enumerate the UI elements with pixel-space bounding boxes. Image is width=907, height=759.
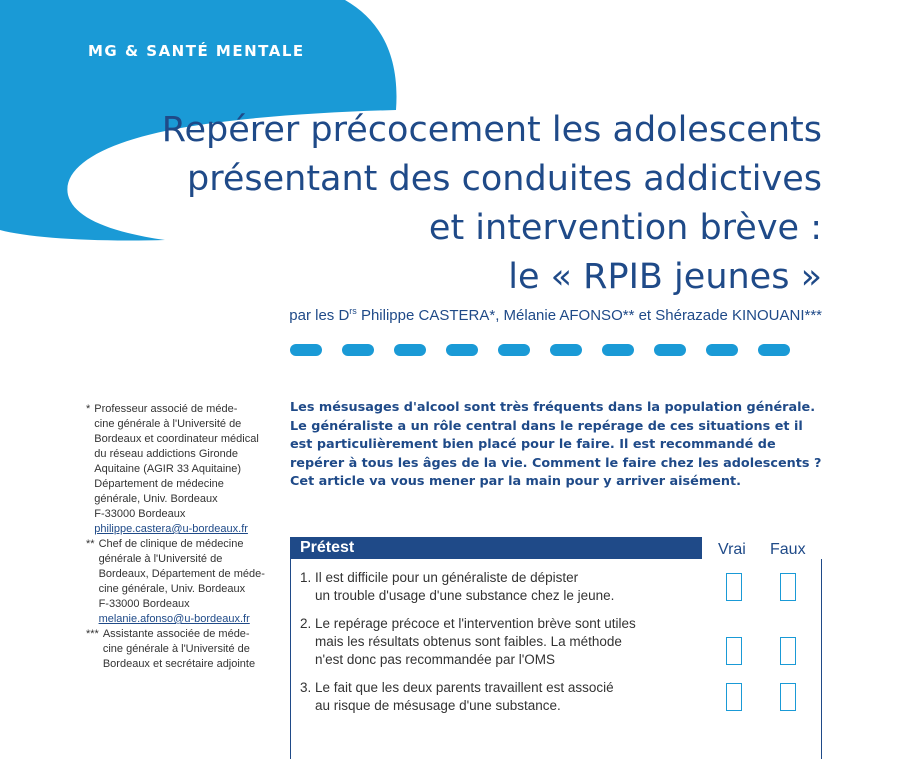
author-notes [86, 402, 266, 672]
column-false-label: Faux [770, 541, 806, 558]
question-line: un trouble d'usage d'une substance chez le jeune. [315, 588, 615, 603]
author-note [86, 402, 266, 537]
question-item [300, 615, 680, 669]
question-line: 3. Le fait que les deux parents travaillent est associé [300, 680, 614, 695]
authors-line [289, 306, 822, 324]
article-title [62, 106, 822, 302]
separator-dot [758, 344, 790, 356]
checkbox-true[interactable] [726, 573, 742, 601]
note-text: Assistante associée de méde- cine générale à l'Université de Bordeaux et secrétaire adjointe [102, 628, 256, 670]
dot-separator [290, 344, 790, 356]
intro-paragraph: Les mésusages d'alcool sont très fréquents dans la population générale. Le généraliste a un rôle central dans le repérage de ces situations et il est particulièrement bien placé pour le faire. Il est recommandé de repérer à tous les âges de la vie. Comment le faire chez les adolescents ? Cet article va vous mener par la main pour y arriver aisément. [290, 400, 822, 489]
title-line: et intervention brève : [428, 208, 822, 248]
separator-dot [602, 344, 634, 356]
checkbox-false[interactable] [780, 637, 796, 665]
note-mark: ** [86, 538, 95, 550]
pretest-box [290, 535, 822, 735]
separator-dot [654, 344, 686, 356]
title-line: présentant des conduites addictives [187, 159, 822, 199]
pretest-title: Prétest [290, 537, 702, 559]
separator-dot [446, 344, 478, 356]
note-mark: *** [86, 628, 99, 640]
authors-names: Philippe CASTERA*, Mélanie AFONSO** et Shérazade KINOUANI*** [356, 307, 822, 324]
note-text: Professeur associé de méde- cine générale à l'Université de Bordeaux et coordinateur médical du réseau addictions Gironde Aquitaine (AGIR 33 Aquitaine) Département de médecine générale, Univ. Bordeaux F-33000 Bordeaux [94, 403, 259, 520]
separator-dot [394, 344, 426, 356]
email-link[interactable]: melanie.afonso@u-bordeaux.fr [98, 613, 250, 625]
author-note [86, 537, 266, 627]
question-line: 1. Il est difficile pour un généraliste de dépister [300, 570, 579, 585]
checkbox-true[interactable] [726, 637, 742, 665]
email-link[interactable]: philippe.castera@u-bordeaux.fr [94, 523, 248, 535]
column-true-label: Vrai [718, 541, 746, 558]
author-note [86, 627, 266, 672]
question-item [300, 569, 680, 605]
section-tag: MG & SANTÉ MENTALE [88, 42, 305, 60]
title-line: Repérer précocement les adolescents [161, 110, 822, 150]
checkbox-true[interactable] [726, 683, 742, 711]
title-line: le « RPIB jeunes » [508, 257, 822, 297]
question-item [300, 679, 680, 715]
question-line: au risque de mésusage d'une substance. [315, 698, 561, 713]
authors-sup: rs [349, 306, 357, 316]
checkbox-false[interactable] [780, 683, 796, 711]
authors-prefix: par les D [289, 307, 350, 324]
separator-dot [290, 344, 322, 356]
separator-dot [550, 344, 582, 356]
separator-dot [342, 344, 374, 356]
note-mark: * [86, 403, 91, 415]
checkbox-false[interactable] [780, 573, 796, 601]
separator-dot [498, 344, 530, 356]
note-text: Chef de clinique de médecine générale à l'Université de Bordeaux, Département de méde- cine générale, Univ. Bordeaux F-33000 Bordeaux [98, 538, 265, 610]
separator-dot [706, 344, 738, 356]
question-line: 2. Le repérage précoce et l'intervention brève sont utiles [300, 616, 636, 631]
question-line: mais les résultats obtenus sont faibles. La méthode [315, 634, 622, 649]
question-line: n'est donc pas recommandée par l'OMS [315, 652, 556, 667]
